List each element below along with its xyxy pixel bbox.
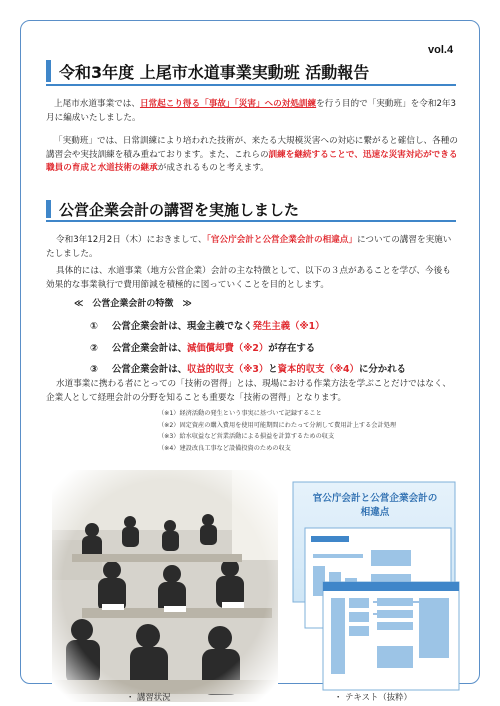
intro-text: を行う目的で「実動班」を令和2年3月に編成いたしました。 <box>46 99 456 123</box>
slide-title-line: 相違点 <box>360 507 390 518</box>
feature-highlight: 収益的収支（※3） <box>187 364 269 375</box>
title-underline <box>46 84 456 86</box>
heading-underline <box>46 220 456 222</box>
intro-text: が成されるものと考えます。 <box>157 163 269 173</box>
slide-title <box>297 492 453 520</box>
section-paragraph-1 <box>46 234 458 261</box>
feature-item <box>90 318 325 332</box>
page-title: 令和3年度 上尾市水道事業実動班 活動報告 <box>59 63 370 82</box>
text-excerpt-slides <box>283 470 465 702</box>
intro-text: 「実動班」では、日常訓練により培われた技術が、来たる大規模災害への対応に繋がると確信し、各種の講習会や実技訓練を積み重ねております。また、これらの <box>46 136 458 160</box>
section-text: についての講習を実施いたしました。 <box>46 235 452 259</box>
intro-paragraph-2 <box>46 135 458 176</box>
footnote: （※3）給水収益など営業活動による損益を計算するための収支 <box>158 433 335 441</box>
intro-paragraph-1 <box>46 98 458 125</box>
intro-highlight: 訓練を継続することで、迅速な災害対応ができる職員の育成と水道技術の継承 <box>46 149 458 173</box>
feature-highlight: 資本的収支（※4） <box>277 364 359 375</box>
footnote: （※1）経済活動の発生という事実に基づいて記録すること <box>158 410 322 417</box>
feature-item <box>90 361 406 375</box>
heading-accent-bar <box>46 200 51 218</box>
feature-highlight: 減価償却費（※2） <box>187 343 269 354</box>
feature-number: ① <box>90 321 98 332</box>
feature-highlight: 発生主義（※1） <box>252 321 325 332</box>
section-paragraph-3: 水道事業に携わる者にとっての「技術の習得」とは、現場における作業方法を学ぶことだけではなく、企業人として経理会計の分野を知ることも重要な「技術の習得」となります。 <box>46 379 451 403</box>
slide-title-line: 官公庁会計と公営企業会計の <box>312 493 438 504</box>
feature-number: ③ <box>90 364 98 375</box>
feature-item <box>90 340 315 354</box>
intro-highlight: 日常起こり得る「事故」「災害」への対処訓練 <box>139 99 317 109</box>
footnotes <box>158 408 396 454</box>
footnote: （※2）固定資産の購入費用を使用可能期間にわたって分割して費用計上する会計処理 <box>158 421 397 429</box>
feature-number: ② <box>90 343 98 354</box>
caption-photo: ・ 講習状況 <box>126 692 171 702</box>
volume-label: vol.4 <box>428 44 454 56</box>
section-paragraph-2: 具体的には、水道事業（地方公営企業）会計の主な特徴として、以下の３点があることを学び、今後も効果的な事業執行で費用節減を積極的に図っていくことを目的とします。 <box>46 266 451 290</box>
caption-text: ・ テキスト（抜粋） <box>334 692 412 702</box>
feature-text: 公営企業会計は、 <box>112 343 188 354</box>
feature-text: と <box>268 364 278 375</box>
section-heading-block <box>46 196 456 222</box>
page-title-block <box>46 54 456 84</box>
lecture-photo <box>52 470 278 702</box>
footnote: （※4）建設改良工事など設備投資のための収支 <box>158 444 291 452</box>
section-text: 令和3年12月2日（木）におきまして、 <box>56 235 207 245</box>
feature-text: に分かれる <box>358 364 406 375</box>
section-heading: 公営企業会計の講習を実施しました <box>59 201 300 219</box>
title-accent-bar <box>46 60 51 82</box>
feature-text: 公営企業会計は、現金主義でなく <box>112 321 253 332</box>
intro-text: 上尾市水道事業では、 <box>54 99 140 109</box>
feature-text: が存在する <box>268 343 316 354</box>
section-highlight: 「官公庁会計と公営企業会計の相違点」 <box>206 235 357 245</box>
feature-text: 公営企業会計は、 <box>112 364 188 375</box>
features-title: ≪ 公営企業会計の特徴 ≫ <box>74 299 192 309</box>
